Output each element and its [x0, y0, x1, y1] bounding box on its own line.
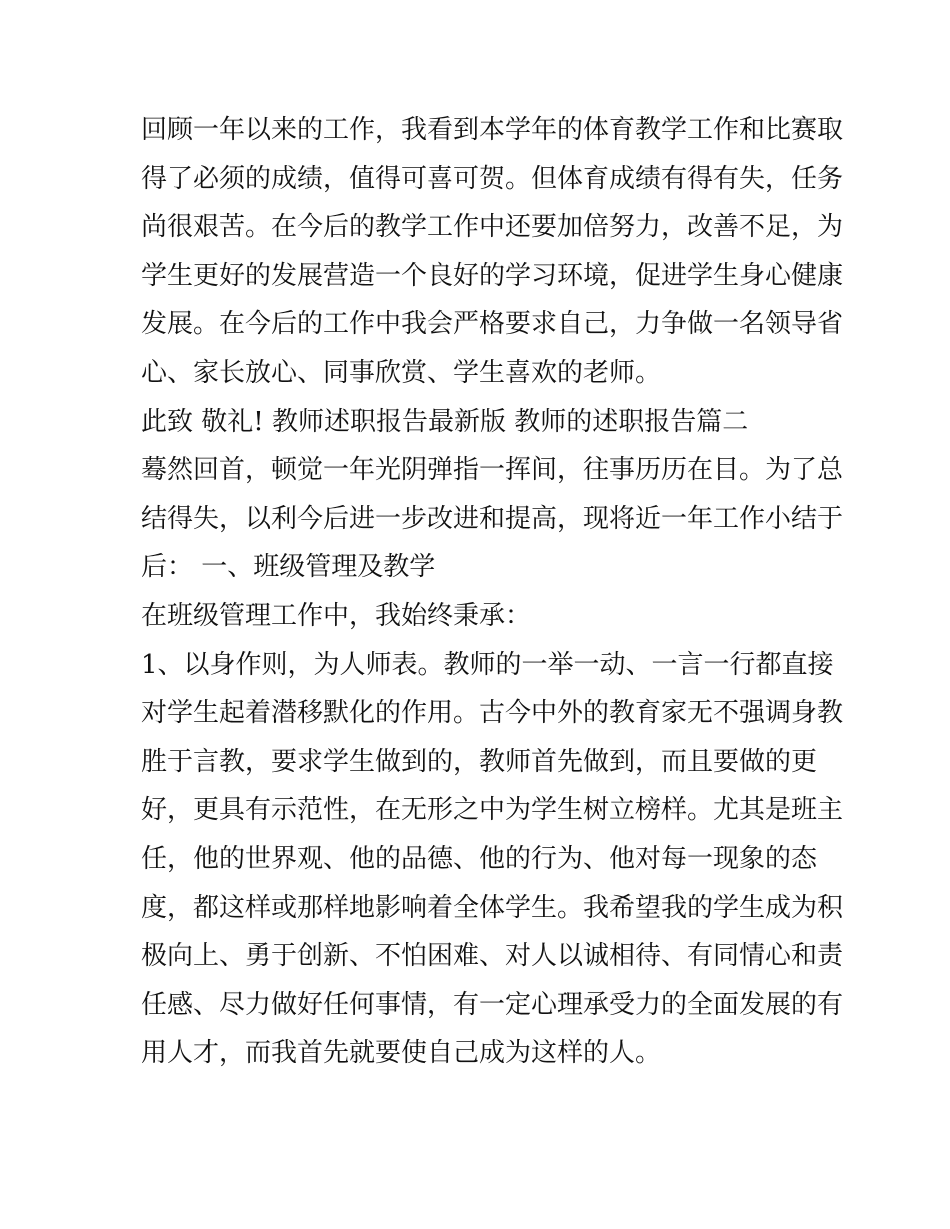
text-line: 心、家长放心、同事欣赏、学生喜欢的老师。: [141, 357, 662, 388]
text-line: 胜于言教，要求学生做到的，教师首先做到，而且要做的更: [141, 746, 818, 777]
body-text: [141, 106, 844, 1078]
text-line: 此致 敬礼! 教师述职报告最新版 教师的述职报告篇二: [141, 406, 749, 437]
text-line: 发展。在今后的工作中我会严格要求自己，力争做一名领导省: [141, 309, 844, 340]
text-line: 极向上、勇于创新、不怕困难、对人以诚相待、有同情心和责: [141, 941, 844, 972]
text-line: 在班级管理工作中，我始终秉承：: [141, 600, 532, 631]
text-line: 任，他的世界观、他的品德、他的行为、他对每一现象的态: [141, 843, 818, 874]
text-line: 好，更具有示范性，在无形之中为学生树立榜样。尤其是班主: [141, 795, 844, 826]
text-line: 任感、尽力做好任何事情，有一定心理承受力的全面发展的有: [141, 989, 844, 1020]
text-line: 用人才，而我首先就要使自己成为这样的人。: [141, 1038, 662, 1069]
text-line: 蓦然回首，顿觉一年光阴弹指一挥间，往事历历在目。为了总: [141, 455, 844, 486]
text-line: 1、以身作则，为人师表。教师的一举一动、一言一行都直接: [141, 649, 834, 680]
text-line: 得了必须的成绩，值得可喜可贺。但体育成绩有得有失，任务: [141, 163, 844, 194]
text-line: 对学生起着潜移默化的作用。古今中外的教育家无不强调身教: [141, 698, 844, 729]
text-line: 学生更好的发展营造一个良好的学习环境，促进学生身心健康: [141, 260, 844, 291]
text-line: 度，都这样或那样地影响着全体学生。我希望我的学生成为积: [141, 892, 844, 923]
text-line: 回顾一年以来的工作，我看到本学年的体育教学工作和比赛取: [141, 115, 844, 145]
text-line: 尚很艰苦。在今后的教学工作中还要加倍努力，改善不足，为: [141, 212, 844, 243]
text-line: 后： 一、班级管理及教学: [141, 552, 436, 583]
text-line: 结得失，以利今后进一步改进和提高，现将近一年工作小结于: [141, 503, 844, 534]
